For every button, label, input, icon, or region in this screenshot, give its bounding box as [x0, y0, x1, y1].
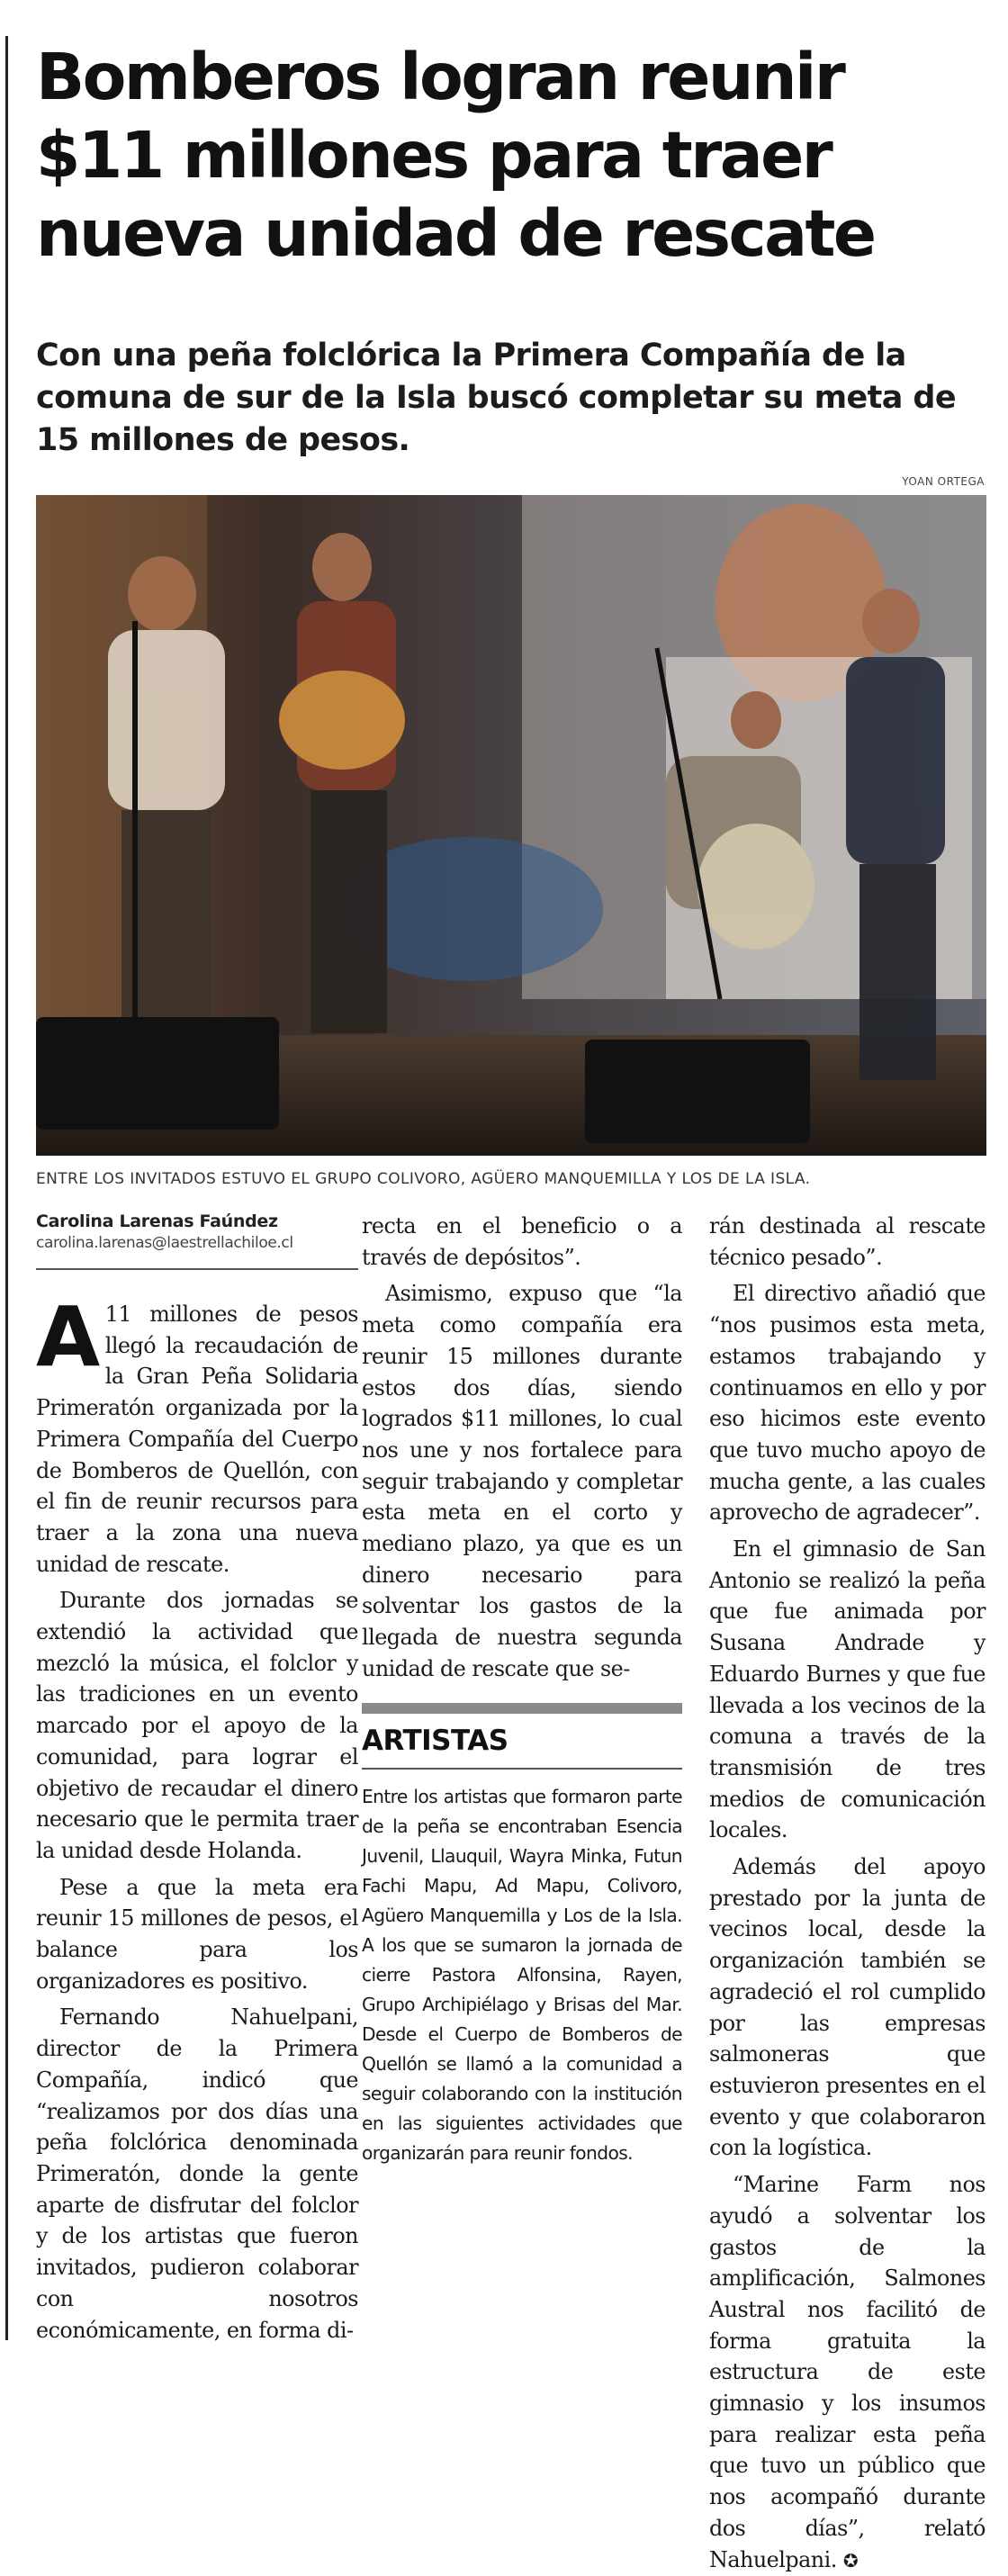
- body-paragraph: rán destinada al rescate técnico pesado”.: [709, 1213, 986, 1270]
- body-paragraph: Durante dos jornadas se extendió la actividad que mezcló la música, el folclor y las tradiciones en un evento marcado por el apoyo de la comunidad, para lograr el objetivo de recaudar el dinero necesario que le permita traer la unidad desde Holanda.: [36, 1588, 358, 1863]
- author-email: carolina.larenas@laestrellachiloe.cl: [36, 1234, 293, 1252]
- section-divider: [362, 1768, 682, 1770]
- body-paragraph: [709, 2169, 986, 2576]
- drop-cap: A: [36, 1289, 100, 1385]
- body-paragraph: Fernando Nahuelpani, director de la Primera Compañía, indicó que “realizamos por dos días una peña folclórica denominada Primeratón, donde la gente aparte de disfrutar del folclor y de los artistas que fueron invitados, pudieron colaborar con nosotros económicamente, en forma di-: [36, 2004, 358, 2343]
- artists-paragraph: Entre los artistas que formaron parte de la peña se encontraban Esencia Juvenil, Llauquil, Wayra Minka, Futun Fachi Mapu, Ad Mapu, Colivoro, Agüero Manquemilla y Los de la Isla. A los que se sumaron la jornada de cierre Pastora Alfonsina, Rayen, Grupo Archipiélago y Brisas del Mar. Desde el Cuerpo de Bomberos de Quellón se llamó a la comunidad a seguir colaborando con la institución en las siguientes actividades que organizarán para reunir fondos.: [362, 1785, 682, 2164]
- concert-photo: [36, 495, 986, 1156]
- page-edge-rule: [5, 36, 8, 2340]
- body-paragraph: En el gimnasio de San Antonio se realizó la peña que fue animada por Susana Andrade y Eduardo Burnes y que fue llevada a los vecinos de la comuna a través de la transmisión de tres medios de comunicación locales.: [709, 1536, 986, 1843]
- column-1: [36, 1211, 358, 2346]
- body-paragraph: Pese a que la meta era reunir 15 millones de pesos, el balance para los organizadores es positivo.: [36, 1874, 358, 1994]
- headline-line-3: nueva unidad de rescate: [36, 196, 875, 271]
- deck-subheadline: Con una peña folclórica la Primera Compañía de la comuna de sur de la Isla buscó completar su meta de 15 millones de pesos.: [36, 338, 956, 458]
- column-2: [362, 1211, 682, 2168]
- photo-credit: YOAN ORTEGA: [902, 475, 985, 488]
- body-paragraph: Además del apoyo prestado por la junta de vecinos local, desde la organización también se agradeció el rol cumplido por las empresas salmoneras que estuvieron presentes en el evento y que colaboraron con la logística.: [709, 1854, 986, 2161]
- headline-line-2: $11 millones para traer: [36, 118, 832, 193]
- body-paragraph: El directivo añadió que “nos pusimos esta meta, estamos trabajando y continuamos en ello y por eso hicimos este evento que tuvo mucho apoyo de mucha gente, a las cuales aprovecho de agradecer”.: [709, 1281, 986, 1526]
- artists-box: [362, 1782, 682, 2168]
- headline: [36, 38, 990, 273]
- author-divider: [36, 1268, 358, 1270]
- body-paragraph: Asimismo, expuso que “la meta como compañía era reunir 15 millones durante estos dos días, siendo logrados $11 millones, lo cual nos une y nos fortalece para seguir trabajando y completar esta meta en el corto y mediano plazo, ya que es un dinero necesario para solventar los gastos de la llegada de nuestra segunda unidad de rescate que se-: [362, 1281, 682, 1681]
- column-3: [709, 1211, 986, 2576]
- end-mark-icon: ✪: [842, 2549, 859, 2571]
- lead-paragraph-text: 11 millones de pesos llegó la recaudación de la Gran Peña Solidaria Primeratón organizada por la Primera Compañía del Cuerpo de Bomberos de Quellón, con el fin de reunir recursos para traer a la zona una nueva unidad de rescate.: [36, 1302, 358, 1577]
- photo-caption: ENTRE LOS INVITADOS ESTUVO EL GRUPO COLIVORO, AGÜERO MANQUEMILLA Y LOS DE LA ISLA.: [36, 1170, 811, 1188]
- section-divider-bar: [362, 1703, 682, 1714]
- body-paragraph: recta en el beneficio o a través de depósitos”.: [362, 1213, 682, 1270]
- closing-paragraph-text: “Marine Farm nos ayudó a solventar los gastos de la amplificación, Salmones Austral nos facilitó de forma gratuita la estructura de este gimnasio y los insumos para realizar esta peña que tuvo un público que nos acompañó durante dos días”, relató Nahuelpani.: [709, 2172, 986, 2572]
- author-name: Carolina Larenas Faúndez: [36, 1211, 278, 1231]
- headline-line-1: Bomberos logran reunir: [36, 40, 844, 114]
- lead-paragraph: [36, 1289, 358, 1580]
- section-title: ARTISTAS: [362, 1724, 508, 1757]
